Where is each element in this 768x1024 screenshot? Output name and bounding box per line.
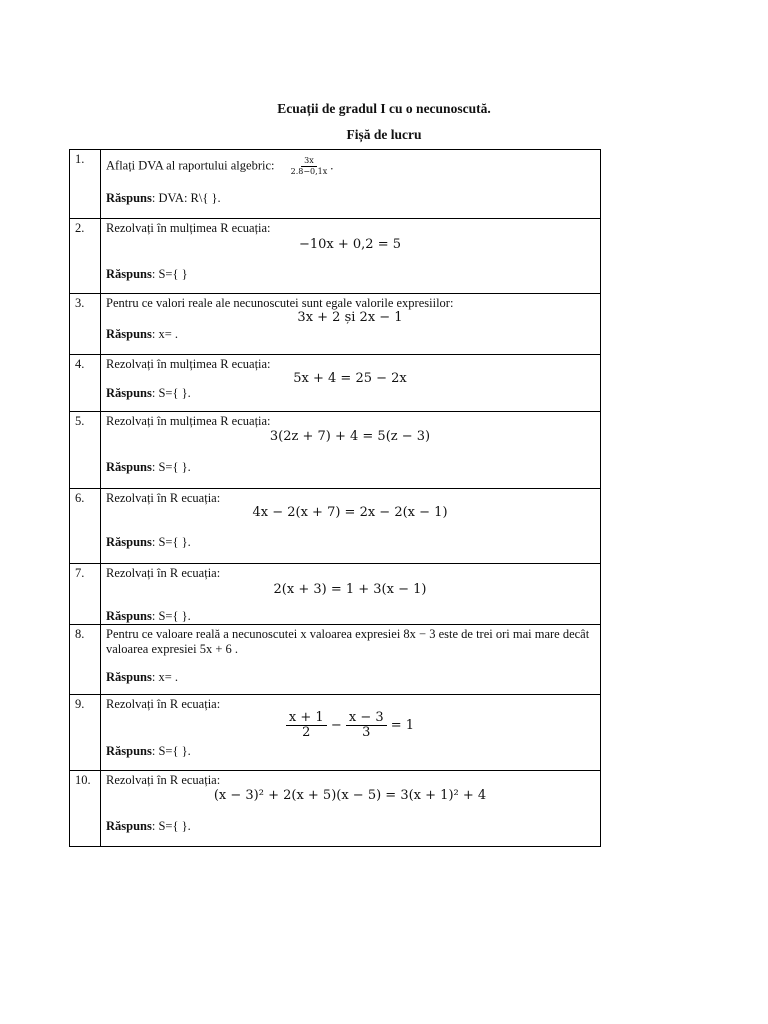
exercise-text: Rezolvați în mulțimea R ecuația: [106, 414, 271, 428]
equation: (x − 3)² + 2(x + 5)(x − 5) = 3(x + 1)² + 4 [213, 788, 487, 803]
answer-line: Răspuns: S={ }. [106, 386, 191, 400]
exercise-text: Rezolvați în mulțimea R ecuația: [106, 357, 271, 371]
exercise-row-2 [70, 218, 600, 293]
exercise-number: 1. [75, 152, 85, 166]
exercise-number: 6. [75, 491, 85, 505]
exercise-row-8 [70, 624, 600, 694]
answer-line: Răspuns: S={ }. [106, 609, 191, 623]
exercise-text: Rezolvați în R ecuația: [106, 566, 221, 580]
exercise-text: Rezolvați în R ecuația: [106, 491, 221, 505]
equation: 5x + 4 = 25 − 2x [293, 371, 407, 386]
answer-line: Răspuns: x= . [106, 670, 179, 684]
answer-line: Răspuns: DVA: R\{ }. [106, 191, 221, 205]
answer-line: Răspuns: S={ }. [106, 535, 191, 549]
exercise-row-4 [70, 354, 600, 411]
exercise-text: Rezolvați în R ecuația: [106, 697, 221, 711]
fraction: $\frac{x + 1}{2}$ [286, 711, 327, 740]
exercise-number: 10. [75, 773, 91, 787]
exercise-row-7 [70, 563, 600, 624]
exercise-number: 9. [75, 697, 85, 711]
page-title: Ecuații de gradul I cu o necunoscută. [277, 101, 491, 116]
equation: 2(x + 3) = 1 + 3(x − 1) [273, 582, 427, 597]
exercise-number: 4. [75, 357, 85, 371]
exercise-row-6 [70, 488, 600, 563]
exercise-text: Rezolvați în R ecuația: [106, 773, 221, 787]
exercise-number: 7. [75, 566, 85, 580]
exercise-row-5 [70, 411, 600, 488]
equation: $\frac{x + 1}{2}$ − $\frac{x - 3}{3}$ = 1 [100, 711, 600, 740]
fraction: $\frac{3x}{2.8-0,1x}$ [290, 156, 328, 176]
fraction: $\frac{x - 3}{3}$ [346, 711, 387, 740]
exercise-number: 5. [75, 414, 85, 428]
equation: 4x − 2(x + 7) = 2x − 2(x − 1) [252, 505, 448, 520]
equation: 3x + 2 și 2x − 1 [297, 310, 403, 325]
page-subtitle: Fișă de lucru [346, 127, 422, 142]
exercise-text: Pentru ce valori reale ale necunoscutei sunt egale valorile expresiilor: [106, 296, 454, 310]
exercise-text: Pentru ce valoare reală a necunoscutei x valoarea expresiei 8x − 3 este de trei ori mai mare decât valoarea expresiei 5x + 6 . [106, 627, 590, 656]
exercise-number: 3. [75, 296, 85, 310]
exercise-row-3 [70, 293, 600, 354]
answer-line: Răspuns: S={ }. [106, 744, 191, 758]
exercise-row-10 [70, 770, 600, 847]
exercise-row-9 [70, 694, 600, 770]
answer-line: Răspuns: S={ } [106, 267, 188, 281]
equation: −10x + 0,2 = 5 [298, 237, 402, 252]
worksheet-table [69, 149, 601, 847]
exercise-number: 2. [75, 221, 85, 235]
exercise-text: Rezolvați în mulțimea R ecuația: [106, 221, 271, 235]
equation: 3(2z + 7) + 4 = 5(z − 3) [269, 429, 431, 444]
exercise-number: 8. [75, 627, 85, 641]
exercise-row-1 [70, 150, 600, 218]
answer-line: Răspuns: x= . [106, 327, 179, 341]
answer-line: Răspuns: S={ }. [106, 819, 191, 833]
answer-line: Răspuns: S={ }. [106, 460, 191, 474]
exercise-text: Aflați DVA al raportului algebric: $\frac{3x}{2.8-0,1x}$ . [106, 156, 334, 176]
